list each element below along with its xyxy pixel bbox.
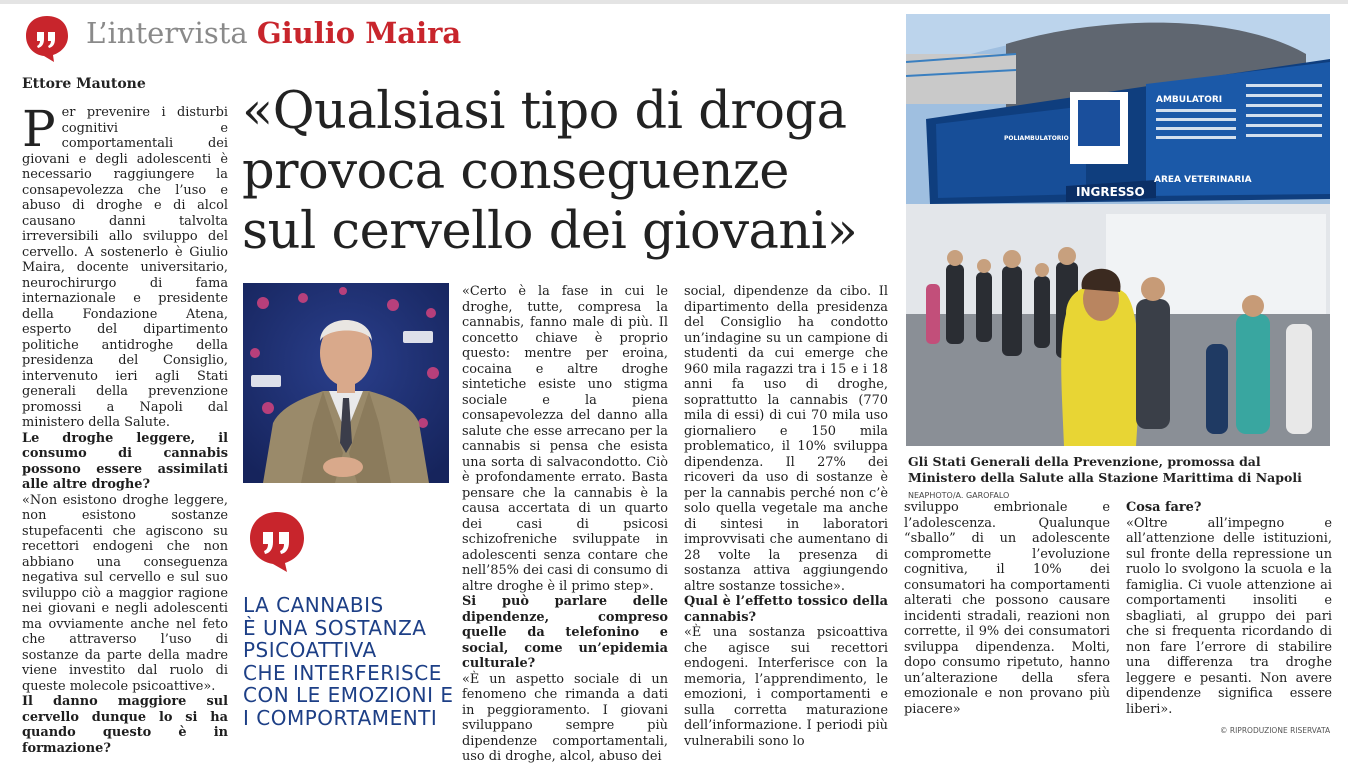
sign-area-veterinaria: AREA VETERINARIA — [1154, 175, 1252, 185]
answer: «È un aspetto sociale di un fenomeno che rimanda a dati in peggioramento. I giovani sviluppano sempre più dipendenze comportamentali, uso di droghe, alcol, abuso dei — [462, 671, 668, 764]
answer: «Oltre all’impegno e all’attenzione delle istituzioni, sul fronte della repressione un ruolo lo svolgono la scuola e la famiglia. Ci vuole attenzione ai comportamenti insoliti e sbagliati, al gruppo dei pari che si frequenta ricordando di non fare l’errore di stabilire una differenza tra droghe leggere e pesanti. Non avere dipendenze significa essere liberi». — [1126, 515, 1332, 717]
article-column-6 — [1126, 500, 1332, 717]
pull-quote-line: PSICOATTIVA — [243, 638, 377, 662]
article-column-3 — [462, 284, 668, 765]
question: Qual è l’effetto tossico della cannabis? — [684, 594, 888, 625]
question: Si può parlare delle dipendenze, compreso quelle da telefonino e social, come un’epidemia culturale? — [462, 594, 668, 671]
section-kicker — [86, 16, 461, 50]
quote-bubble-icon — [247, 510, 307, 574]
question: Il danno maggiore sul cervello dunque lo si ha quando questo è in formazione? — [22, 694, 228, 756]
byline: Ettore Mautone — [22, 76, 146, 92]
pull-quote — [243, 594, 453, 729]
answer: sviluppo embrionale e l’adolescenza. Qualunque “sballo” di un adolescente compromette l’evoluzione cognitiva, il 10% dei consumatori ha comportamenti alterati che possono causare incidenti stradali, reazioni non corrette, il 9% dei consumatori sviluppa dipendenza. Molti, dopo consumo ripetuto, hanno un’alterazione della sfera emozionale e non provano più piacere» — [904, 500, 1110, 717]
article-column-5 — [904, 500, 1110, 717]
intro-paragraph: er prevenire i disturbi cognitivi e comportamentali dei giovani e degli adolescenti è necessario raggiungere la consapevolezza che l’uso e abuso di droghe e di alcol causano danni talvolta irreversibili allo sviluppo del cervello. A sostenerlo è Giulio Maira, docente universitario, neurochirurgo di fama internazionale e presidente della Fondazione Atena, esperto del dipartimento politiche antidroghe della presidenza del Consiglio, intervenuto ieri agli Stati generali della prevenzione promossi a Napoli dal ministero della Salute. — [22, 105, 228, 430]
quote-bubble-icon — [24, 14, 70, 64]
event-photo — [906, 14, 1330, 446]
photo-caption — [908, 454, 1332, 504]
drop-cap: P — [22, 100, 56, 158]
answer: «Non esistono droghe leggere, non esistono sostanze stupefacenti che agiscono su recettori endogeni che non abbiano una conseguenza negativa sul cervello e sul suo sviluppo ciò a maggior ragione nei giovani e negli adolescenti ma ovviamente anche nel feto che attraverso l’uso di sostanze da parte della madre viene investito dal ruolo di queste molecole psicoattive». — [22, 492, 228, 694]
pull-quote-line: I COMPORTAMENTI — [243, 705, 438, 730]
answer: social, dipendenze da cibo. Il dipartimento della presidenza del Consiglio ha condotto un’indagine su un campione di studenti da cui emerge che 960 mila ragazzi tra i 15 e i 18 anni fa uso di droghe, soprattutto la cannabis (770 mila di essi) di cui 70 mila uso giornaliero e 150 mila problematico, il 10% sviluppa dipendenza. Il 27% dei ricoveri da uso di sostanze è per la cannabis perché non c’è solo quella vegetale ma anche di sintesi in laboratori improvvisati che aumentano di 28 volte la presenza di sostanza attiva aggiungendo altre sostanze tossiche». — [684, 284, 888, 594]
pull-quote-line: CHE INTERFERISCE — [243, 660, 442, 685]
kicker-label: L’intervista — [86, 16, 248, 50]
article-column-4 — [684, 284, 888, 749]
headline: «Qualsiasi tipo di droga provoca conseguenze sul cervello dei giovani» — [242, 82, 858, 261]
article-column-1 — [22, 100, 228, 756]
answer: «Certo è la fase in cui le droghe, tutte, compresa la cannabis, fanno male di più. Il concetto chiave è proprio questo: mentre per eroina, cocaina e altre droghe sintetiche esiste uno stigma sociale e la piena consapevolezza del danno alla salute che esse arrecano per la cannabis si pensa che esista una sorta di salvacondotto. Ciò è profondamente errato. Basta pensare che la cannabis è la causa accertata di un quarto dei casi di psicosi schizofreniche sviluppate in adolescenti senza contare che nell’85% dei casi di consumo di altre droghe è il primo step». — [462, 284, 668, 594]
sign-poliambulatorio: POLIAMBULATORIO — [1004, 135, 1069, 142]
pull-quote-line: CON LE EMOZIONI E — [243, 683, 454, 707]
top-rule — [0, 0, 1348, 4]
portrait-photo — [243, 283, 449, 483]
copyright-notice: © RIPRODUZIONE RISERVATA — [1220, 726, 1331, 735]
question: Le droghe leggere, il consumo di cannabis possono essere assimilati alle altre droghe? — [22, 430, 228, 492]
pull-quote-line: È UNA SOSTANZA — [243, 615, 427, 640]
photo-credit: NEAPHOTO/A. GAROFALO — [908, 491, 1010, 500]
caption-text: Gli Stati Generali della Prevenzione, promossa dal Ministero della Salute alla Stazione Marittima di Napoli — [908, 454, 1302, 485]
pull-quote-line: LA CANNABIS — [243, 593, 384, 617]
sign-ingresso: INGRESSO — [1076, 185, 1145, 199]
sign-ambulatori: AMBULATORI — [1156, 95, 1223, 105]
question: Cosa fare? — [1126, 500, 1202, 515]
kicker-name: Giulio Maira — [256, 16, 462, 50]
answer: «È una sostanza psicoattiva che agisce sui recettori endogeni. Interferisce con la memoria, l’apprendimento, le emozioni, i comportamenti e sulla corretta maturazione dell’informazione. I periodi più vulnerabili sono lo — [684, 625, 888, 749]
